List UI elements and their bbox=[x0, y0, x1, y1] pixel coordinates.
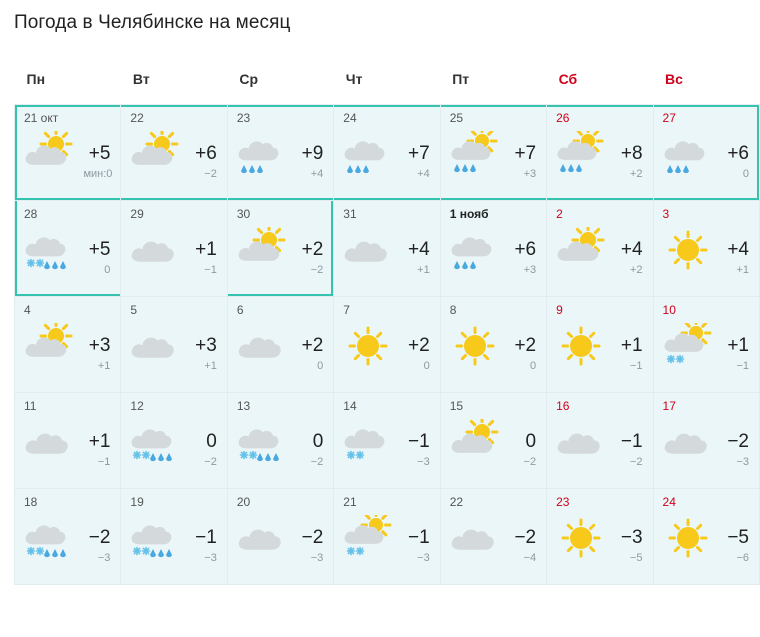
sun-cloud-icon bbox=[236, 227, 288, 273]
calendar-week-row bbox=[15, 393, 760, 489]
day-forecast bbox=[547, 319, 652, 377]
temp-max: −2 bbox=[514, 527, 537, 548]
month-calendar bbox=[14, 54, 760, 585]
day-cell[interactable] bbox=[440, 201, 546, 297]
temp-min: −3 bbox=[417, 552, 430, 564]
day-cell[interactable] bbox=[653, 105, 759, 201]
temp-max: +6 bbox=[514, 239, 537, 260]
temp-min: +3 bbox=[523, 264, 537, 276]
temp-min: −3 bbox=[310, 552, 324, 564]
day-cell[interactable] bbox=[121, 105, 227, 201]
day-forecast bbox=[228, 223, 333, 281]
day-number: 17 bbox=[662, 399, 676, 413]
day-number: 7 bbox=[343, 303, 350, 317]
sun-icon bbox=[449, 323, 501, 369]
cloud-rain-icon bbox=[449, 227, 501, 273]
temp-max: +7 bbox=[408, 143, 430, 164]
weekday-header-4: Пт bbox=[440, 54, 546, 105]
temp-min: −5 bbox=[629, 552, 643, 564]
day-forecast bbox=[121, 223, 226, 281]
temp-min: +2 bbox=[629, 168, 643, 180]
temp-min: −2 bbox=[629, 456, 643, 468]
temp-min: −1 bbox=[204, 264, 217, 276]
day-forecast bbox=[547, 223, 652, 281]
day-forecast bbox=[547, 127, 652, 185]
temp-min: −3 bbox=[417, 456, 430, 468]
calendar-week-row bbox=[15, 297, 760, 393]
day-number: 9 bbox=[556, 303, 563, 317]
temp-max: +4 bbox=[620, 239, 643, 260]
sun-cloud-icon bbox=[129, 131, 181, 177]
day-number: 3 bbox=[662, 207, 670, 221]
day-number: 11 bbox=[24, 399, 37, 413]
day-number: 22 bbox=[449, 495, 464, 509]
temp-min: мин:0 bbox=[83, 168, 113, 180]
temp-max: −1 bbox=[408, 527, 430, 548]
temp-max: −2 bbox=[301, 527, 324, 548]
temp-min: +3 bbox=[523, 168, 537, 180]
day-forecast bbox=[15, 415, 120, 473]
day-number: 31 bbox=[343, 207, 357, 221]
temp-min: +1 bbox=[97, 360, 111, 372]
calendar-header bbox=[15, 54, 760, 105]
day-number: 27 bbox=[662, 111, 676, 125]
day-cell[interactable] bbox=[653, 297, 759, 393]
temp-min: 0 bbox=[529, 360, 537, 372]
day-forecast bbox=[441, 223, 546, 281]
calendar-body bbox=[15, 105, 760, 585]
weekday-header-row bbox=[15, 54, 760, 105]
day-number: 22 bbox=[130, 111, 144, 125]
cloud-icon bbox=[662, 419, 714, 465]
day-number: 29 bbox=[130, 207, 144, 221]
calendar-week-row bbox=[15, 489, 760, 585]
temp-max: −1 bbox=[620, 431, 643, 452]
sun-cloud-rain-icon bbox=[555, 131, 607, 177]
sun-icon bbox=[662, 227, 714, 273]
day-number: 5 bbox=[130, 303, 138, 317]
temp-min: −1 bbox=[97, 456, 111, 468]
day-cell[interactable] bbox=[121, 297, 227, 393]
day-cell[interactable] bbox=[121, 393, 227, 489]
day-cell[interactable] bbox=[334, 201, 440, 297]
sun-cloud-icon bbox=[23, 131, 75, 177]
temp-max: +2 bbox=[301, 335, 324, 356]
day-forecast bbox=[654, 223, 759, 281]
day-cell[interactable] bbox=[121, 201, 227, 297]
day-cell[interactable] bbox=[547, 297, 653, 393]
day-forecast bbox=[15, 127, 120, 185]
temp-max: +1 bbox=[620, 335, 643, 356]
day-number: 23 bbox=[556, 495, 570, 509]
day-forecast bbox=[15, 319, 120, 377]
sun-icon bbox=[555, 515, 607, 561]
temp-max: 0 bbox=[525, 431, 537, 452]
sun-icon bbox=[555, 323, 607, 369]
temp-max: +9 bbox=[301, 143, 324, 164]
day-forecast bbox=[15, 511, 120, 569]
cloud-snow-rain-icon bbox=[23, 227, 75, 273]
cloud-icon bbox=[555, 419, 607, 465]
temp-max: −1 bbox=[195, 527, 217, 548]
cloud-rain-icon bbox=[662, 131, 714, 177]
day-forecast bbox=[334, 127, 439, 185]
cloud-icon bbox=[236, 323, 288, 369]
day-number: 13 bbox=[236, 399, 251, 413]
cloud-rain-icon bbox=[342, 131, 394, 177]
temp-min: 0 bbox=[317, 360, 324, 372]
sun-cloud-snow-icon bbox=[662, 323, 714, 369]
cloud-snow-rain-icon bbox=[129, 419, 181, 465]
temp-min: 0 bbox=[423, 360, 430, 372]
cloud-icon bbox=[23, 419, 75, 465]
day-forecast bbox=[228, 319, 333, 377]
day-forecast bbox=[547, 415, 652, 473]
day-cell[interactable] bbox=[334, 105, 440, 201]
calendar-week-row bbox=[15, 105, 760, 201]
weekday-header-0: Пн bbox=[15, 54, 121, 105]
day-forecast bbox=[441, 511, 546, 569]
temp-min: −3 bbox=[204, 552, 217, 564]
temp-min: −3 bbox=[736, 456, 749, 468]
day-number: 18 bbox=[24, 495, 38, 509]
weekday-header-5: Сб bbox=[547, 54, 653, 105]
day-forecast bbox=[441, 319, 546, 377]
day-cell[interactable] bbox=[334, 297, 440, 393]
cloud-snow-rain-icon bbox=[236, 419, 288, 465]
day-number: 6 bbox=[236, 303, 244, 317]
day-forecast bbox=[334, 319, 439, 377]
day-cell[interactable] bbox=[15, 297, 121, 393]
temp-max: +5 bbox=[88, 143, 111, 164]
cloud-rain-icon bbox=[236, 131, 288, 177]
day-forecast bbox=[441, 127, 546, 185]
temp-min: +4 bbox=[417, 168, 430, 180]
day-forecast bbox=[121, 511, 226, 569]
weekday-header-6: Вс bbox=[653, 54, 759, 105]
day-number: 28 bbox=[24, 207, 38, 221]
temp-max: +1 bbox=[195, 239, 217, 260]
cloud-icon bbox=[449, 515, 501, 561]
temp-min: −3 bbox=[97, 552, 111, 564]
day-number: 24 bbox=[343, 111, 357, 125]
temp-max: +1 bbox=[88, 431, 111, 452]
day-number: 21 окт bbox=[24, 111, 59, 125]
cloud-snow-rain-icon bbox=[129, 515, 181, 561]
temp-max: +4 bbox=[727, 239, 749, 260]
day-cell[interactable] bbox=[121, 489, 227, 585]
temp-max: +3 bbox=[195, 335, 217, 356]
day-number: 23 bbox=[236, 111, 251, 125]
day-cell[interactable] bbox=[440, 297, 546, 393]
temp-min: −6 bbox=[736, 552, 749, 564]
sun-cloud-rain-icon bbox=[449, 131, 501, 177]
temp-min: +1 bbox=[736, 264, 749, 276]
day-number: 4 bbox=[24, 303, 31, 317]
day-cell[interactable] bbox=[227, 201, 333, 297]
sun-cloud-snow-icon bbox=[342, 515, 394, 561]
temp-min: −2 bbox=[204, 456, 217, 468]
cloud-snow-icon bbox=[342, 419, 394, 465]
day-forecast bbox=[654, 415, 759, 473]
day-cell[interactable] bbox=[547, 201, 653, 297]
day-number: 16 bbox=[556, 399, 570, 413]
day-cell[interactable] bbox=[227, 297, 333, 393]
temp-max: +2 bbox=[408, 335, 430, 356]
temp-min: −2 bbox=[310, 264, 324, 276]
day-forecast bbox=[654, 511, 759, 569]
weekday-header-1: Вт bbox=[121, 54, 227, 105]
temp-max: −2 bbox=[727, 431, 749, 452]
temp-max: −2 bbox=[88, 527, 111, 548]
cloud-icon bbox=[236, 515, 288, 561]
weekday-header-3: Чт bbox=[334, 54, 440, 105]
temp-max: +8 bbox=[620, 143, 643, 164]
cloud-icon bbox=[129, 323, 181, 369]
day-cell[interactable] bbox=[15, 105, 121, 201]
temp-min: −4 bbox=[523, 552, 537, 564]
day-cell[interactable] bbox=[334, 489, 440, 585]
cloud-icon bbox=[342, 227, 394, 273]
temp-max: +6 bbox=[727, 143, 749, 164]
temp-max: +2 bbox=[514, 335, 537, 356]
day-number: 30 bbox=[236, 207, 251, 221]
day-forecast bbox=[121, 319, 226, 377]
temp-max: −3 bbox=[620, 527, 643, 548]
day-cell[interactable] bbox=[547, 393, 653, 489]
calendar-table bbox=[14, 54, 760, 585]
day-number: 10 bbox=[662, 303, 676, 317]
sun-cloud-icon bbox=[23, 323, 75, 369]
page-title: Погода в Челябинске на месяц bbox=[14, 12, 291, 33]
day-forecast bbox=[334, 415, 439, 473]
temp-min: −1 bbox=[629, 360, 643, 372]
sun-cloud-icon bbox=[449, 419, 501, 465]
sun-icon bbox=[342, 323, 394, 369]
day-cell[interactable] bbox=[227, 393, 333, 489]
day-number: 2 bbox=[556, 207, 563, 221]
temp-max: +7 bbox=[514, 143, 537, 164]
day-cell[interactable] bbox=[547, 489, 653, 585]
day-cell[interactable] bbox=[547, 105, 653, 201]
day-number: 19 bbox=[130, 495, 144, 509]
temp-max: −1 bbox=[408, 431, 430, 452]
temp-min: +2 bbox=[629, 264, 643, 276]
cloud-snow-rain-icon bbox=[23, 515, 75, 561]
temp-max: +6 bbox=[195, 143, 217, 164]
day-forecast bbox=[547, 511, 652, 569]
day-forecast bbox=[654, 319, 759, 377]
temp-max: 0 bbox=[206, 431, 217, 452]
temp-max: +5 bbox=[88, 239, 111, 260]
temp-min: 0 bbox=[104, 264, 111, 276]
day-number: 26 bbox=[556, 111, 570, 125]
weekday-header-2: Ср bbox=[227, 54, 333, 105]
day-cell[interactable] bbox=[15, 393, 121, 489]
day-cell[interactable] bbox=[15, 489, 121, 585]
temp-max: −5 bbox=[727, 527, 749, 548]
day-number: 25 bbox=[449, 111, 464, 125]
day-cell[interactable] bbox=[334, 393, 440, 489]
temp-max: +1 bbox=[727, 335, 749, 356]
sun-cloud-icon bbox=[555, 227, 607, 273]
day-forecast bbox=[228, 127, 333, 185]
day-number: 21 bbox=[343, 495, 357, 509]
day-forecast bbox=[121, 127, 226, 185]
day-forecast bbox=[228, 511, 333, 569]
day-cell[interactable] bbox=[653, 201, 759, 297]
temp-max: +4 bbox=[408, 239, 430, 260]
day-number: 1 нояб bbox=[449, 207, 489, 221]
temp-min: −2 bbox=[523, 456, 537, 468]
temp-max: 0 bbox=[312, 431, 324, 452]
day-forecast bbox=[654, 127, 759, 185]
day-number: 20 bbox=[236, 495, 251, 509]
temp-min: −2 bbox=[310, 456, 324, 468]
day-cell[interactable] bbox=[15, 201, 121, 297]
cloud-icon bbox=[129, 227, 181, 273]
temp-max: +3 bbox=[88, 335, 111, 356]
day-forecast bbox=[15, 223, 120, 281]
day-number: 8 bbox=[449, 303, 457, 317]
day-cell[interactable] bbox=[653, 489, 759, 585]
day-cell[interactable] bbox=[440, 489, 546, 585]
day-cell[interactable] bbox=[440, 393, 546, 489]
temp-min: +4 bbox=[310, 168, 324, 180]
day-forecast bbox=[121, 415, 226, 473]
day-number: 14 bbox=[343, 399, 357, 413]
calendar-week-row bbox=[15, 201, 760, 297]
day-forecast bbox=[334, 223, 439, 281]
sun-icon bbox=[662, 515, 714, 561]
day-number: 24 bbox=[662, 495, 676, 509]
day-cell[interactable] bbox=[227, 489, 333, 585]
day-forecast bbox=[441, 415, 546, 473]
temp-min: 0 bbox=[742, 168, 749, 180]
temp-max: +2 bbox=[301, 239, 324, 260]
day-forecast bbox=[334, 511, 439, 569]
day-cell[interactable] bbox=[227, 105, 333, 201]
day-forecast bbox=[228, 415, 333, 473]
temp-min: −1 bbox=[736, 360, 749, 372]
temp-min: −2 bbox=[204, 168, 217, 180]
day-number: 12 bbox=[130, 399, 144, 413]
day-cell[interactable] bbox=[653, 393, 759, 489]
temp-min: +1 bbox=[417, 264, 430, 276]
day-number: 15 bbox=[449, 399, 464, 413]
day-cell[interactable] bbox=[440, 105, 546, 201]
temp-min: +1 bbox=[204, 360, 217, 372]
